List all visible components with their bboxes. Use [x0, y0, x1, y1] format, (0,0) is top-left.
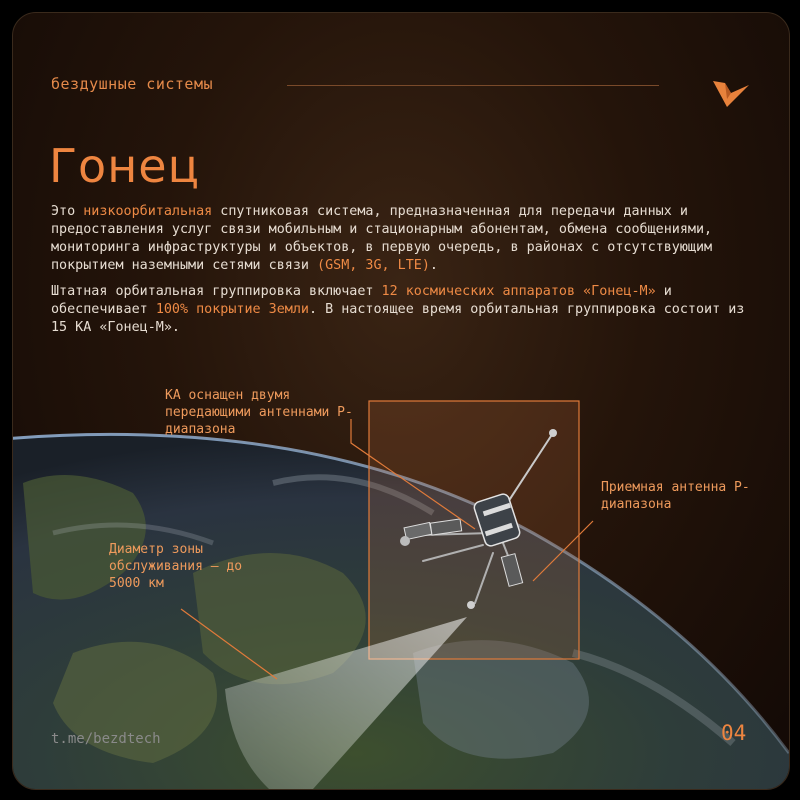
slide-card: [12, 12, 790, 790]
category-label: бездушные системы: [51, 75, 214, 93]
highlight-low-orbit: низкоорбитальная: [83, 204, 213, 219]
callout-receive-antenna: Приемная антенна Р-диапазона: [601, 480, 750, 512]
page-title: Гонец: [49, 139, 200, 193]
callout-transmit-antennas: КА оснащен двумя передающими антеннами Р-диапазона: [165, 388, 353, 437]
channel-link[interactable]: t.me/bezdtech: [51, 731, 161, 747]
callout-coverage-diameter: Диаметр зоны обслуживания — до 5000 км: [109, 542, 243, 591]
highlight-satellites: 12 космических аппаратов «Гонец-М»: [381, 284, 656, 299]
highlight-networks: (GSM, 3G, LTE): [317, 258, 430, 273]
earth-satellite-illustration: [13, 13, 789, 789]
highlight-coverage: 100% покрытие Земли: [155, 302, 309, 317]
page-number: 04: [721, 721, 747, 745]
intro-paragraph: Это низкоорбитальная спутниковая система, предназначенная для передачи данных и предоставления услуг связи мобильным и стационарным абонентам, обмена сообщениями, мониторинга инфраструктуры и объектов, в первую очередь, в районах с отсутствующим покрытием наземными сетями связи (GSM, 3G, LTE).: [51, 204, 713, 273]
constellation-paragraph: Штатная орбитальная группировка включает 12 космических аппаратов «Гонец-М» и обеспечивает 100% покрытие Земли. В настоящее время орбитальная группировка состоит из 15 КА «Гонец-М».: [51, 284, 745, 335]
